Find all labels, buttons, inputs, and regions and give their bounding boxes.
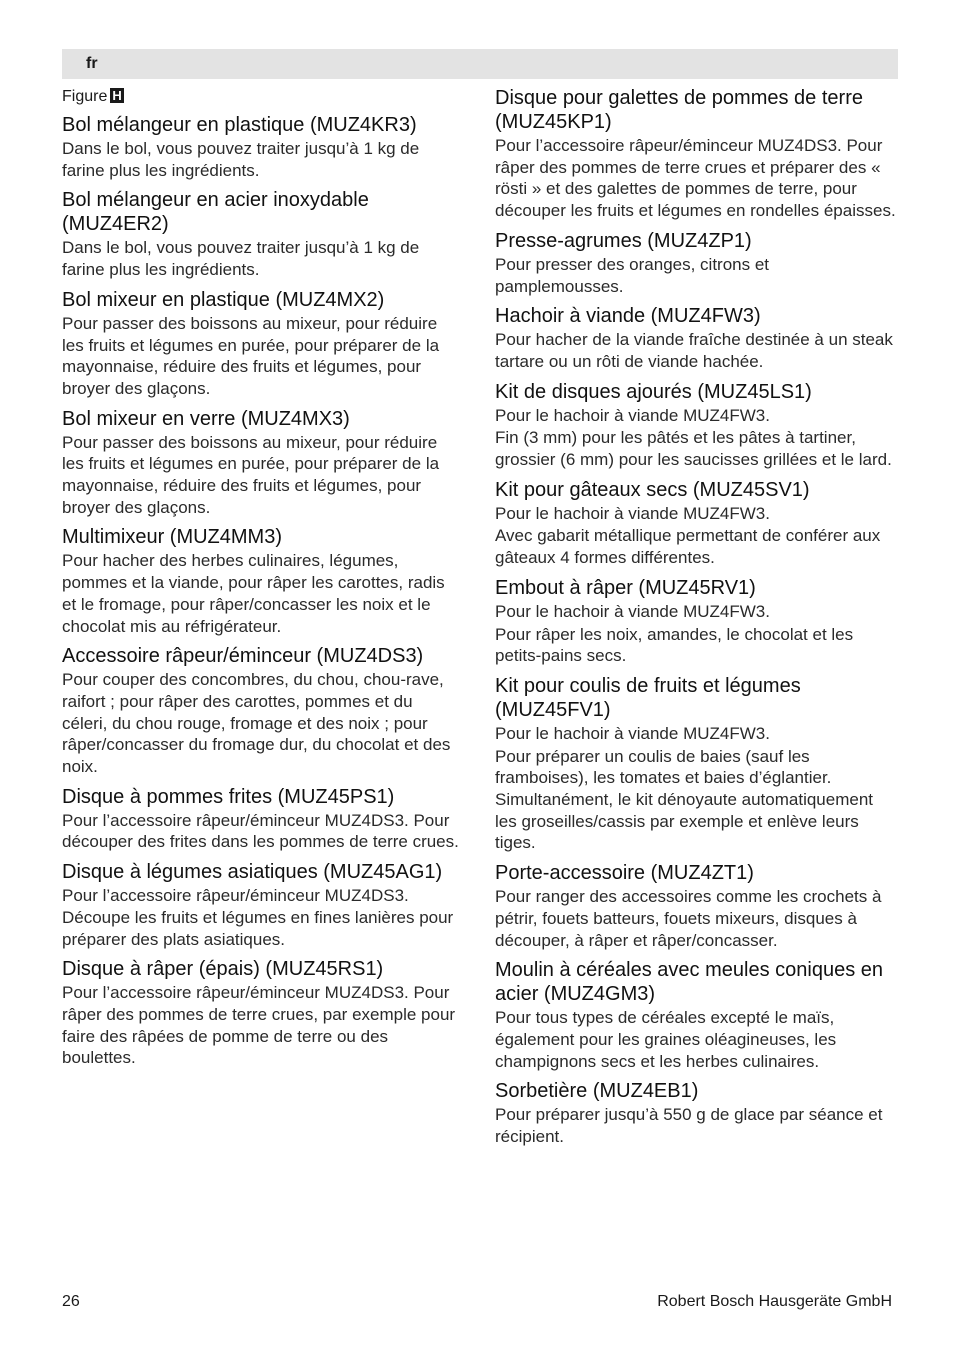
language-header-bar — [62, 49, 898, 79]
accessory-section — [495, 674, 897, 854]
accessory-section — [62, 113, 462, 181]
accessory-section — [62, 288, 462, 400]
section-title: Presse-agrumes (MUZ4ZP1) — [495, 229, 752, 252]
section-title: Kit de disques ajourés (MUZ45LS1) — [495, 380, 812, 403]
section-title: Hachoir à viande (MUZ4FW3) — [495, 305, 761, 328]
section-description: Pour l’accessoire râpeur/éminceur MUZ4DS3. Pour découper des frites dans les pommes de terre crues. — [62, 810, 459, 852]
left-sections — [62, 113, 462, 1069]
section-description: Pour ranger des accessoires comme les crochets à pétrir, fouets batteurs, fouets mixeurs, disques à découper, à râper et râper/concasser. — [495, 887, 882, 950]
section-description: Pour l’accessoire râpeur/éminceur MUZ4DS3. Découpe les fruits et légumes en fines lanières pour préparer des plats asiatiques. — [62, 886, 454, 949]
accessory-section — [495, 861, 897, 951]
section-description: Pour le hachoir à viande MUZ4FW3. — [495, 601, 770, 621]
section-description: Dans le bol, vous pouvez traiter jusqu’à 1 kg de farine plus les ingrédients. — [62, 139, 420, 180]
footer-company: Robert Bosch Hausgeräte GmbH — [657, 1293, 892, 1310]
right-column — [495, 86, 897, 1155]
section-title: Kit pour gâteaux secs (MUZ45SV1) — [495, 478, 810, 501]
section-title: Embout à râper (MUZ45RV1) — [495, 576, 756, 599]
accessory-section — [62, 525, 462, 637]
section-description: Pour l’accessoire râpeur/éminceur MUZ4DS3. Pour râper des pommes de terre crues et préparer des « rösti » et des galettes de pommes de terre, pour découper les fruits et légumes en rondelles épaisses. — [495, 136, 896, 221]
section-description: Pour passer des boissons au mixeur, pour réduire les fruits et légumes en purée, pour préparer de la mayonnaise, réduire des fruits et légumes, pour broyer des glaçons. — [62, 313, 440, 398]
section-title: Disque à légumes asiatiques (MUZ45AG1) — [62, 861, 443, 884]
accessory-section — [62, 860, 462, 950]
section-title: Accessoire râpeur/éminceur (MUZ4DS3) — [62, 645, 424, 668]
language-label: fr — [86, 55, 98, 72]
accessory-section — [495, 576, 897, 667]
section-title: Disque pour galettes de pommes de terre (MUZ45KP1) — [495, 87, 863, 133]
accessory-section — [62, 188, 462, 280]
section-title: Disque à râper (épais) (MUZ45RS1) — [62, 958, 384, 981]
accessory-section — [495, 958, 897, 1072]
accessory-section — [495, 478, 897, 569]
section-title: Multimixeur (MUZ4MM3) — [62, 526, 282, 549]
section-description: Pour le hachoir à viande MUZ4FW3. — [495, 723, 770, 743]
accessory-section — [62, 407, 462, 519]
section-description: Pour le hachoir à viande MUZ4FW3. — [495, 405, 770, 425]
section-description: Pour tous types de céréales excepté le maïs, également pour les graines oléagineuses, les champignons secs et les herbes culinaires. — [495, 1008, 837, 1071]
section-title: Disque à pommes frites (MUZ45PS1) — [62, 785, 395, 808]
section-description: Pour préparer jusqu’à 550 g de glace par séance et récipient. — [495, 1105, 883, 1147]
section-description: Pour l’accessoire râpeur/éminceur MUZ4DS3. Pour râper des pommes de terre crues, par exemple pour faire des râpées de pomme de terre ou des boulettes. — [62, 983, 456, 1068]
section-description: Pour râper les noix, amandes, le chocolat et les petits-pains secs. — [495, 624, 854, 666]
accessory-section — [62, 785, 462, 853]
accessory-section — [495, 1079, 897, 1147]
section-description: Pour hacher de la viande fraîche destinée à un steak tartare ou un rôti de viande hachée. — [495, 330, 893, 371]
section-description: Pour hacher des herbes culinaires, légumes, pommes et la viande, pour râper les carottes, radis et le fromage, pour râper/concasser les noix et le chocolat mis au réfrigérateur. — [62, 551, 445, 636]
left-column — [62, 86, 462, 1076]
accessory-section — [62, 957, 462, 1069]
accessory-section — [495, 380, 897, 471]
accessory-section — [62, 644, 462, 778]
section-description: Pour passer des boissons au mixeur, pour réduire les fruits et légumes en purée, pour préparer de la mayonnaise, réduire des fruits et légumes, pour broyer des glaçons. — [62, 432, 440, 517]
section-description: Pour presser des oranges, citrons et pamplemousses. — [495, 254, 770, 296]
section-title: Bol mélangeur en acier inoxydable (MUZ4ER2) — [62, 189, 369, 236]
figure-letter-badge: H — [112, 88, 122, 103]
section-title: Moulin à céréales avec meules coniques en acier (MUZ4GM3) — [495, 959, 883, 1006]
accessory-section — [495, 304, 897, 372]
section-description: Pour couper des concombres, du chou, chou-rave, raifort ; pour râper des carottes, pommes et du céleri, du chou rouge, fromage et des noix ; pour râper/concasser du fromage dur, du chocolat et des noix. — [62, 670, 451, 777]
section-title: Bol mixeur en verre (MUZ4MX3) — [62, 407, 350, 430]
section-description: Avec gabarit métallique permettant de conférer aux gâteaux 4 formes différentes. — [495, 526, 881, 568]
section-description: Pour préparer un coulis de baies (sauf les framboises), les tomates et baies d’églantier. Simultanément, le kit dénoyaute automatiquement les groseilles/cassis par exemple et enlève leurs tiges. — [495, 746, 874, 853]
section-description: Pour le hachoir à viande MUZ4FW3. — [495, 503, 770, 523]
figure-prefix: Figure — [62, 88, 108, 105]
right-sections — [495, 86, 897, 1148]
figure-reference — [62, 87, 462, 107]
accessory-section — [495, 229, 897, 297]
section-description: Dans le bol, vous pouvez traiter jusqu’à 1 kg de farine plus les ingrédients. — [62, 238, 420, 280]
page-number: 26 — [62, 1293, 80, 1310]
section-title: Sorbetière (MUZ4EB1) — [495, 1080, 699, 1103]
section-description: Fin (3 mm) pour les pâtés et les pâtes à tartiner, grossier (6 mm) pour les saucisses grillées et le lard. — [495, 428, 892, 470]
section-title: Kit pour coulis de fruits et légumes (MUZ45FV1) — [495, 674, 801, 721]
section-title: Porte-accessoire (MUZ4ZT1) — [495, 862, 754, 885]
section-title: Bol mélangeur en plastique (MUZ4KR3) — [62, 114, 417, 136]
accessory-section — [495, 86, 897, 222]
section-title: Bol mixeur en plastique (MUZ4MX2) — [62, 288, 385, 311]
